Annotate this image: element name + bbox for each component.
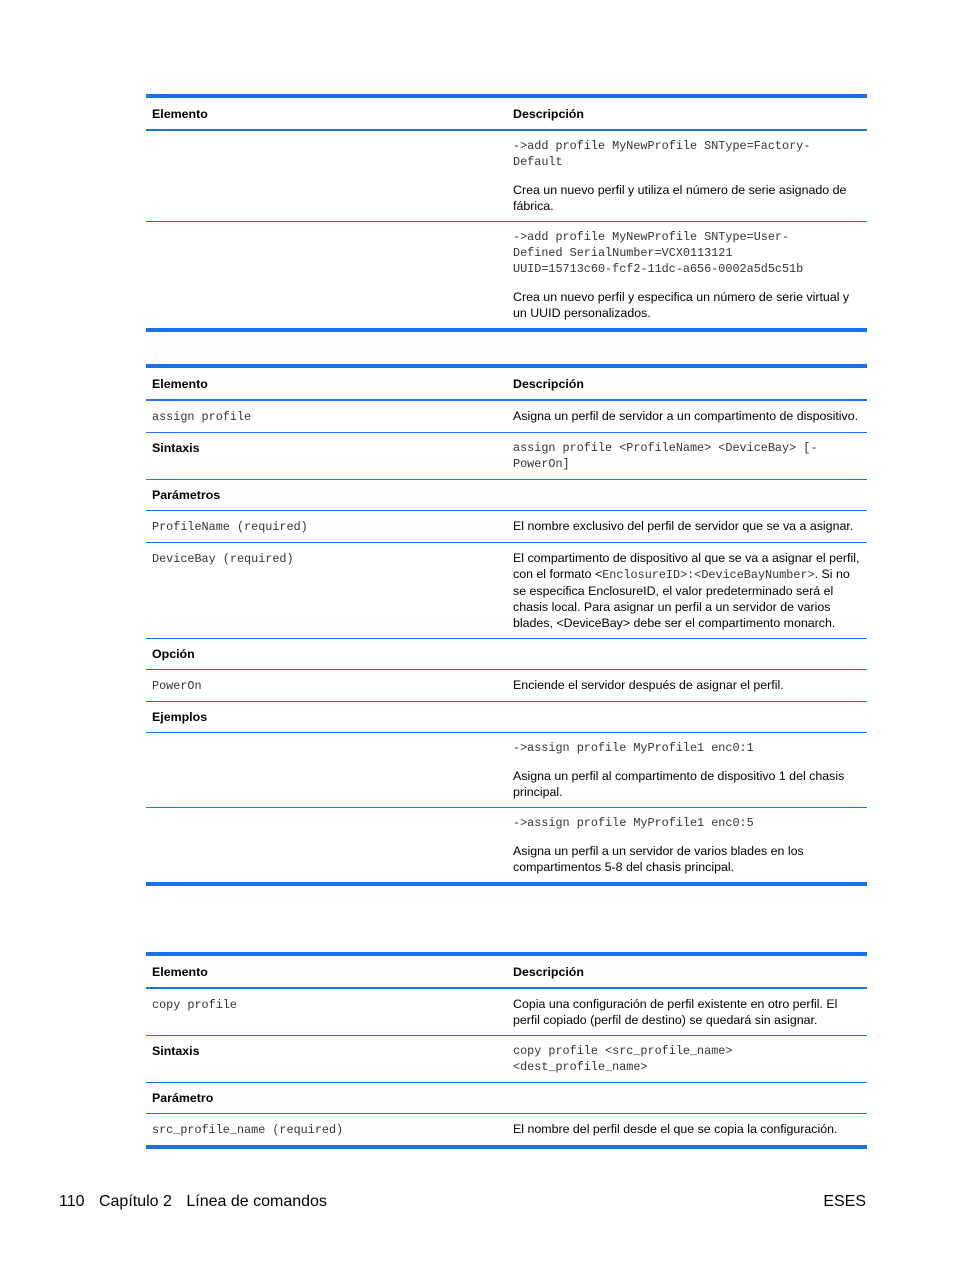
example-cell bbox=[507, 222, 867, 331]
param-description: El compartimento de dispositivo al que se va a asignar el perfil, con el formato <EnclosureID>:<DeviceBayNumber>. Si no se especifica EnclosureID, el valor predeterminado será el chasis local. Para asignar un perfil a un servidor de varios blades, <DeviceBay> debe ser el compartimento monarch. bbox=[507, 543, 867, 639]
table-row bbox=[146, 670, 867, 702]
assign-profile-table bbox=[146, 364, 867, 886]
param-description: El nombre del perfil desde el que se copia la configuración. bbox=[513, 1122, 838, 1136]
option-label: Opción bbox=[146, 639, 507, 670]
example-description: Asigna un perfil al compartimento de dispositivo 1 del chasis principal. bbox=[513, 769, 845, 799]
example-description: Asigna un perfil a un servidor de varios blades en los compartimentos 5-8 del chasis principal. bbox=[513, 844, 804, 874]
syntax-label: Sintaxis bbox=[146, 1036, 507, 1083]
syntax-value: copy profile <src_profile_name> <dest_profile_name> bbox=[507, 1036, 867, 1083]
header-descripcion: Descripción bbox=[507, 366, 867, 400]
table-row bbox=[146, 400, 867, 433]
table-row bbox=[146, 1036, 867, 1083]
example-cell bbox=[507, 808, 867, 885]
parameter-label: Parámetro bbox=[146, 1083, 507, 1114]
header-descripcion: Descripción bbox=[507, 954, 867, 988]
command-description: Asigna un perfil de servidor a un compartimento de dispositivo. bbox=[507, 400, 867, 433]
syntax-label: Sintaxis bbox=[146, 433, 507, 480]
chapter-title: Línea de comandos bbox=[186, 1193, 327, 1210]
header-elemento: Elemento bbox=[146, 366, 507, 400]
table-row bbox=[146, 808, 867, 885]
empty-cell bbox=[146, 733, 507, 808]
examples-label: Ejemplos bbox=[146, 702, 507, 733]
chapter-label: Capítulo 2 bbox=[98, 1193, 172, 1210]
table-row bbox=[146, 480, 867, 511]
header-elemento: Elemento bbox=[146, 96, 507, 130]
header-elemento: Elemento bbox=[146, 954, 507, 988]
option-description: Enciende el servidor después de asignar el perfil. bbox=[507, 670, 867, 702]
copy-profile-table bbox=[146, 952, 867, 1149]
page-number: 110 bbox=[59, 1193, 85, 1210]
table-row bbox=[146, 733, 867, 808]
param-name: ProfileName (required) bbox=[146, 511, 507, 543]
table-row bbox=[146, 511, 867, 543]
example-description: Crea un nuevo perfil y utiliza el número de serie asignado de fábrica. bbox=[513, 183, 847, 213]
command-name: copy profile bbox=[146, 988, 507, 1036]
param-name: src_profile_name (required) bbox=[152, 1123, 344, 1137]
table-row bbox=[146, 433, 867, 480]
table-row bbox=[146, 130, 867, 222]
table-row bbox=[146, 988, 867, 1036]
example-code: ->add profile MyNewProfile SNType=User- Defined SerialNumber=VCX0113121 UUID=15713c60-fcf2-11dc-a656-0002a5d5c51b bbox=[513, 230, 804, 276]
empty-cell bbox=[146, 222, 507, 331]
example-description: Crea un nuevo perfil y especifica un número de serie virtual y un UUID personalizados. bbox=[513, 290, 850, 320]
syntax-value: assign profile <ProfileName> <DeviceBay> [- PowerOn] bbox=[507, 433, 867, 480]
command-description: Copia una configuración de perfil existente en otro perfil. El perfil copiado (perfil de destino) se quedará sin asignar. bbox=[507, 988, 867, 1036]
page-footer bbox=[59, 1192, 327, 1212]
table-row bbox=[146, 702, 867, 733]
language-code: ESES bbox=[823, 1193, 866, 1210]
empty-cell bbox=[146, 808, 507, 885]
parameters-label: Parámetros bbox=[146, 480, 507, 511]
example-cell bbox=[507, 130, 867, 222]
example-code: ->assign profile MyProfile1 enc0:5 bbox=[513, 816, 754, 830]
table-header-row bbox=[146, 954, 867, 988]
table-row bbox=[146, 1114, 867, 1148]
example-code: ->add profile MyNewProfile SNType=Factory- Default bbox=[513, 139, 811, 169]
example-code: ->assign profile MyProfile1 enc0:1 bbox=[513, 741, 754, 755]
empty-cell bbox=[146, 130, 507, 222]
table-row bbox=[146, 1083, 867, 1114]
examples-table-add-profile bbox=[146, 94, 867, 332]
option-name: PowerOn bbox=[146, 670, 507, 702]
table-header-row bbox=[146, 96, 867, 130]
command-name: assign profile bbox=[146, 400, 507, 433]
example-cell bbox=[507, 733, 867, 808]
table-row bbox=[146, 222, 867, 331]
table-row bbox=[146, 639, 867, 670]
header-descripcion: Descripción bbox=[507, 96, 867, 130]
table-row bbox=[146, 543, 867, 639]
table-header-row bbox=[146, 366, 867, 400]
param-name: DeviceBay (required) bbox=[146, 543, 507, 639]
param-description: El nombre exclusivo del perfil de servidor que se va a asignar. bbox=[507, 511, 867, 543]
